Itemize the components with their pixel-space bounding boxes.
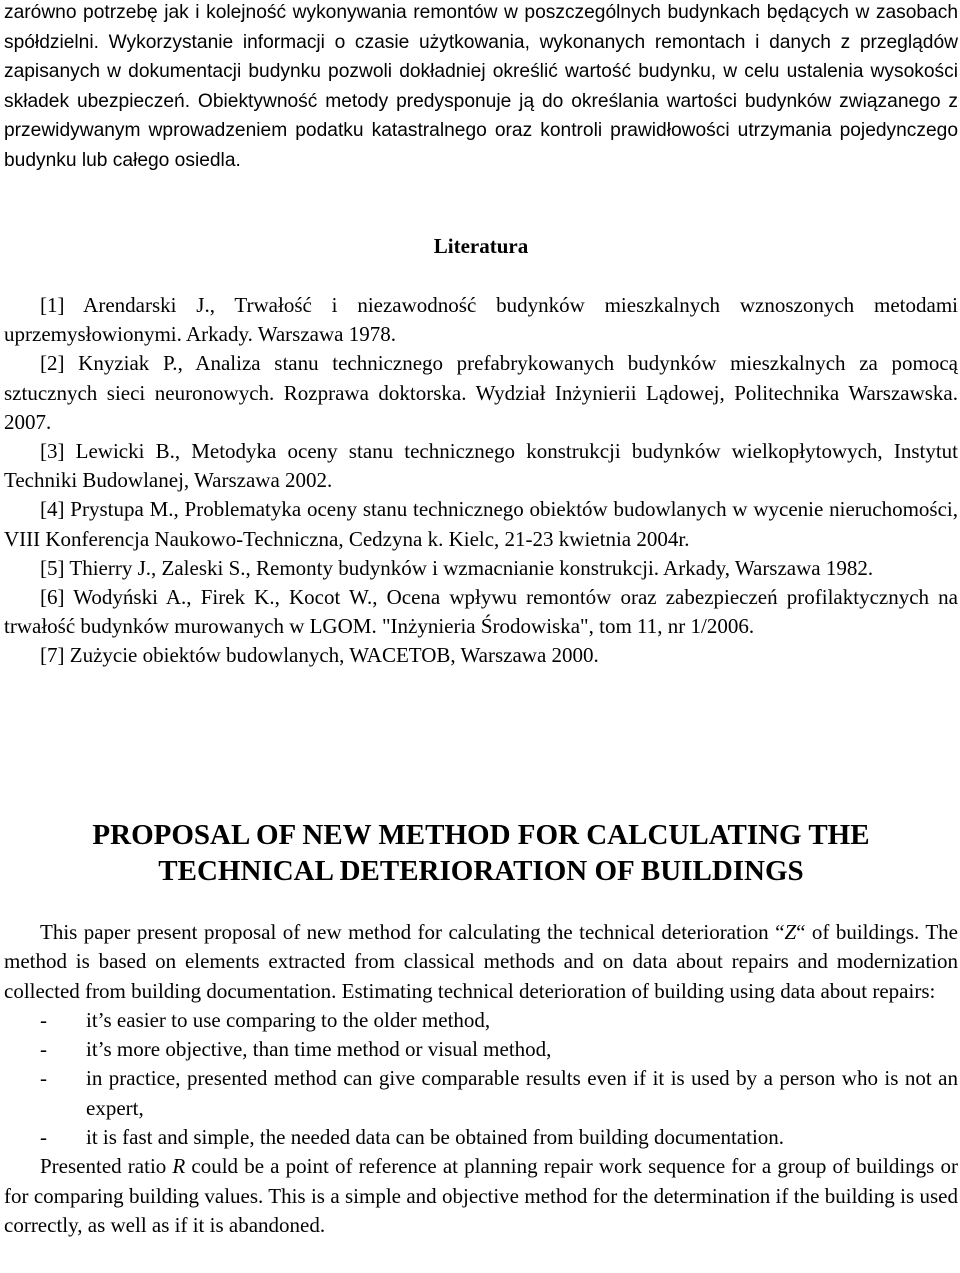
- literature-heading: Literatura: [433, 234, 529, 258]
- reference-number: [2]: [40, 351, 65, 376]
- abstract-text-part-1: This paper present proposal of new method for calculating the technical deterioration “: [40, 920, 785, 944]
- reference-item: [4, 349, 958, 437]
- reference-author: Thierry J., Zaleski S.: [64, 555, 246, 580]
- advantages-list: [4, 1006, 958, 1152]
- abstract-paragraph: [4, 918, 958, 1006]
- intro-text-part-2: Obiektywność metody predysponuje ją do określania wartości budynków związanego z przewidywanym wprowadzeniem podatku katastralnego oraz kontroli prawidłowości utrzymania pojedynczego budynku lub całego osiedla.: [4, 90, 958, 171]
- reference-text: , Remonty budynków i wzmacnianie konstrukcji. Arkady, Warszawa 1982.: [245, 555, 874, 580]
- reference-item: [4, 437, 958, 495]
- variable-z: Z: [784, 920, 797, 944]
- reference-text: , Metodyka oceny stanu technicznego konstrukcji budynków wielkopłytowych, Instytut Techniki Budowlanej, Warszawa 2002.: [4, 439, 958, 493]
- reference-author: Knyziak P.: [64, 351, 178, 376]
- reference-item: [4, 583, 958, 641]
- reference-text: , Problematyka oceny stanu technicznego obiektów budowlanych w wycenie nieruchomości, VIII Konferencja Naukowo-Techniczna, Cedzyna k. Kielc, 21-23 kwietnia 2004r.: [4, 497, 958, 551]
- list-item-text: in practice, presented method can give comparable results even if it is used by a person who is not an expert,: [86, 1066, 958, 1120]
- bullet-dash: -: [40, 1037, 47, 1062]
- list-item-text: it’s easier to use comparing to the older method,: [86, 1007, 491, 1032]
- list-item-text: it is fast and simple, the needed data can be obtained from building documentation.: [86, 1125, 785, 1150]
- list-item: [4, 1006, 958, 1035]
- list-item-text: it’s more objective, than time method or visual method,: [86, 1037, 552, 1062]
- list-item: [4, 1035, 958, 1064]
- reference-text: , Analiza stanu technicznego prefabrykowanych budynków mieszkalnych za pomocą sztucznych sieci neuronowych. Rozprawa doktorska. Wydział Inżynierii Lądowej, Politechnika Warszawska. 2007.: [4, 351, 958, 434]
- reference-number: [1]: [40, 293, 65, 317]
- reference-author: Arendarski J.: [64, 293, 210, 317]
- reference-text: , Trwałość i niezawodność budynków mieszkalnych wznoszonych metodami uprzemysłowionymi. Arkady. Warszawa 1978.: [4, 293, 958, 347]
- english-title-line-1: PROPOSAL OF NEW METHOD FOR CALCULATING THE: [92, 819, 870, 851]
- list-item: [4, 1123, 958, 1152]
- reference-number: [7]: [40, 643, 65, 668]
- reference-text: , WACETOB, Warszawa 2000.: [339, 643, 599, 668]
- reference-number: [3]: [40, 439, 65, 464]
- bullet-dash: -: [40, 1066, 47, 1091]
- intro-paragraph: [4, 0, 958, 175]
- reference-number: [6]: [40, 585, 65, 610]
- reference-number: [5]: [40, 555, 65, 580]
- intro-text-part-1: zarówno potrzebę jak i kolejność wykonywania remontów w poszczególnych budynkach będących w zasobach spółdzielni. Wykorzystanie informacji o czasie użytkowania, wykonanych remontach i danych z przeglądów zapisanych w dokumentacji budynku pozwoli dokładniej określić wartość budynku, w celu ustalenia wysokości składek ubezpieczeń.: [4, 2, 958, 112]
- closing-paragraph: [4, 1152, 958, 1240]
- abstract-text-part-2: “ of buildings. The method is based on elements extracted from classical methods and on data about repairs and modernization collected from building documentation. Estimating technical deterioration of building using data about repairs:: [4, 920, 958, 1003]
- reference-list: [4, 291, 958, 671]
- reference-item: [4, 554, 958, 583]
- closing-text-part-2: could be a point of reference at planning repair work sequence for a group of buildings or for comparing building values. This is a simple and objective method for the determination if the building is used correctly, as well as if it is abandoned.: [4, 1154, 958, 1237]
- english-title: [4, 817, 958, 889]
- reference-author: Zużycie obiektów budowlanych: [64, 643, 340, 668]
- reference-item: [4, 495, 958, 553]
- reference-number: [4]: [40, 497, 65, 522]
- reference-author: Prystupa M.: [64, 497, 174, 522]
- reference-item: [4, 291, 958, 349]
- reference-author: Lewicki B.: [64, 439, 175, 464]
- bullet-dash: -: [40, 1125, 47, 1150]
- english-abstract: [4, 918, 958, 1240]
- closing-text-part-1: Presented ratio: [40, 1154, 173, 1179]
- list-item: [4, 1064, 958, 1123]
- reference-author: Wodyński A., Firek K., Kocot W.: [64, 585, 373, 610]
- bullet-dash: -: [40, 1007, 47, 1032]
- english-title-line-2: TECHNICAL DETERIORATION OF BUILDINGS: [158, 855, 804, 887]
- reference-item: [4, 641, 958, 670]
- reference-text: , Ocena wpływu remontów oraz zabezpieczeń profilaktycznych na trwałość budynków murowanych w LGOM. "Inżynieria Środowiska", tom 11, nr 1/2006.: [4, 585, 959, 639]
- variable-r: R: [172, 1154, 186, 1179]
